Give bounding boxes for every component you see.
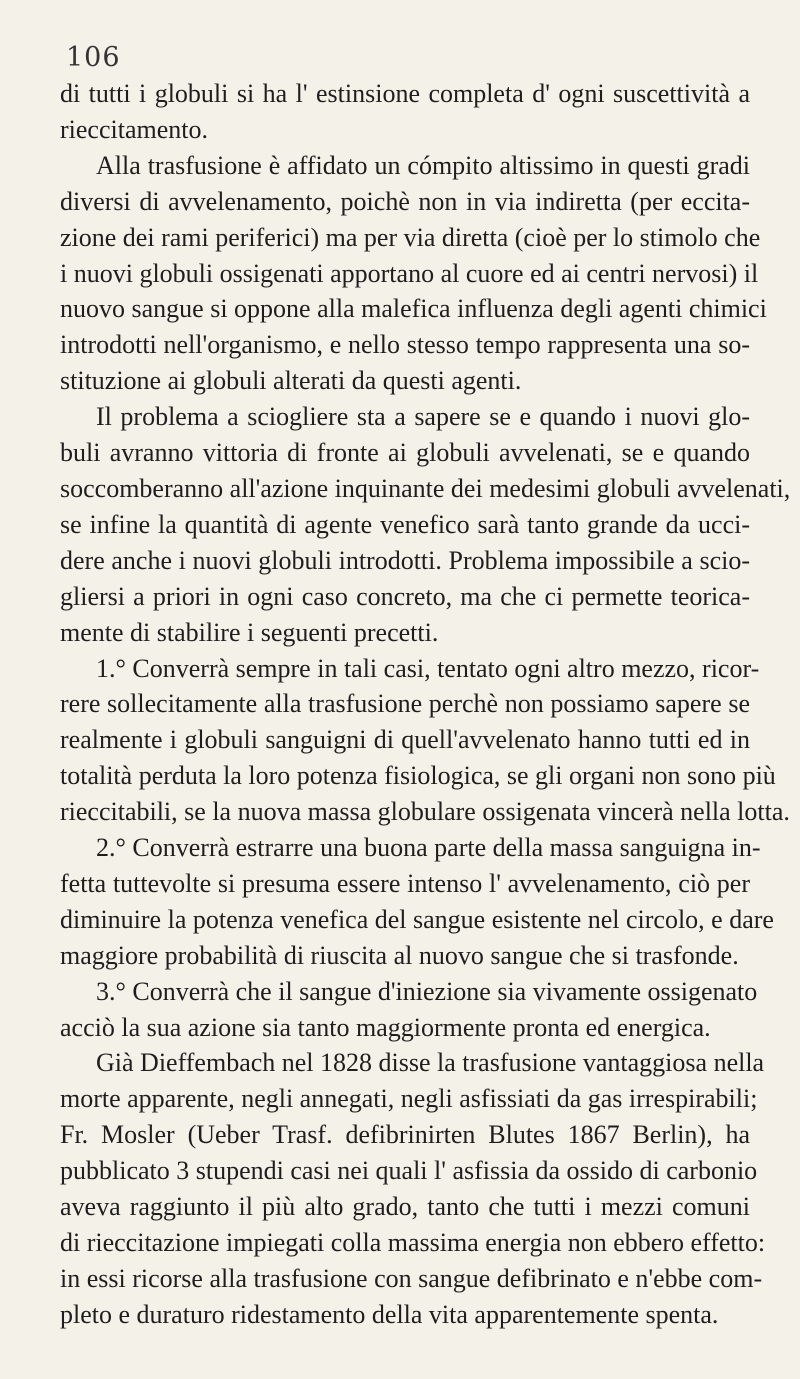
page-number: 106 (66, 42, 121, 73)
text-line: Il problema a sciogliere sta a sapere se e quando i nuovi glo- (96, 402, 750, 432)
text-line: rere sollecitamente alla trasfusione perchè non possiamo sapere se (60, 689, 750, 719)
text-line: Fr. Mosler (Ueber Trasf. defibrinirten Blutes 1867 Berlin), ha (60, 1120, 750, 1150)
text-line: buli avranno vittoria di fronte ai globuli avvelenati, se e quando (60, 438, 750, 468)
text-line: diversi di avvelenamento, poichè non in via indiretta (per eccita- (60, 186, 750, 216)
text-line: maggiore probabilità di riuscita al nuovo sangue che si trasfonde. (60, 940, 739, 970)
text-line: i nuovi globuli ossigenati apportano al cuore ed ai centri nervosi) il (60, 258, 759, 288)
text-line: Già Dieffembach nel 1828 disse la trasfusione vantaggiosa nella (96, 1048, 765, 1078)
text-line: fetta tuttevolte si presuma essere intenso l' avvelenamento, ciò per (60, 868, 750, 898)
text-line: nuovo sangue si oppone alla malefica influenza degli agenti chimici (60, 294, 767, 324)
text-line: stituzione ai globuli alterati da questi agenti. (60, 366, 522, 396)
text-line: aveva raggiunto il più alto grado, tanto che tutti i mezzi comuni (60, 1192, 750, 1222)
text-line: gliersi a priori in ogni caso concreto, ma che ci permette teorica- (60, 581, 750, 611)
text-line: zione dei rami periferici) ma per via diretta (cioè per lo stimolo che (60, 222, 761, 252)
text-line: pleto e duraturo ridestamento della vita apparentemente spenta. (60, 1299, 719, 1329)
text-line: totalità perduta la loro potenza fisiologica, se gli organi non sono più (60, 761, 776, 791)
text-line: rieccitabili, se la nuova massa globulare ossigenata vincerà nella lotta. (60, 797, 790, 827)
text-line: in essi ricorse alla trasfusione con sangue defibrinato e n'ebbe com- (60, 1263, 763, 1293)
text-line: 3.° Converrà che il sangue d'iniezione sia vivamente ossigenato (96, 976, 758, 1006)
text-line: di tutti i globuli si ha l' estinsione completa d' ogni suscettività a (60, 79, 750, 108)
text-line: mente di stabilire i seguenti precetti. (60, 617, 439, 647)
body-text (60, 76, 791, 1333)
text-line: dere anche i nuovi globuli introdotti. Problema impossibile a scio- (60, 545, 750, 575)
text-line: morte apparente, negli annegati, negli asfissiati da gas irrespirabili; (60, 1084, 758, 1114)
text-line: diminuire la potenza venefica del sangue esistente nel circolo, e dare (60, 904, 774, 934)
text-line: acciò la sua azione sia tanto maggiormente pronta ed energica. (60, 1012, 711, 1042)
text-line: introdotti nell'organismo, e nello stesso tempo rappresenta una so- (60, 330, 750, 360)
text-line: soccomberanno all'azione inquinante dei medesimi globuli avvelenati, (60, 473, 791, 503)
text-line: 1.° Converrà sempre in tali casi, tentato ogni altro mezzo, ricor- (96, 653, 760, 683)
text-line: di rieccitazione impiegati colla massima energia non ebbero effetto: (60, 1228, 766, 1257)
text-line: realmente i globuli sanguigni di quell'avvelenato hanno tutti ed in (60, 725, 750, 755)
text-line: se infine la quantità di agente venefico sarà tanto grande da ucci- (60, 509, 750, 539)
text-line: Alla trasfusione è affidato un cómpito altissimo in questi gradi (96, 150, 750, 180)
text-line: rieccitamento. (60, 114, 208, 144)
text-line: 2.° Converrà estrarre una buona parte della massa sanguigna in- (96, 833, 761, 863)
text-line: pubblicato 3 stupendi casi nei quali l' asfissia da ossido di carbonio (60, 1156, 758, 1186)
